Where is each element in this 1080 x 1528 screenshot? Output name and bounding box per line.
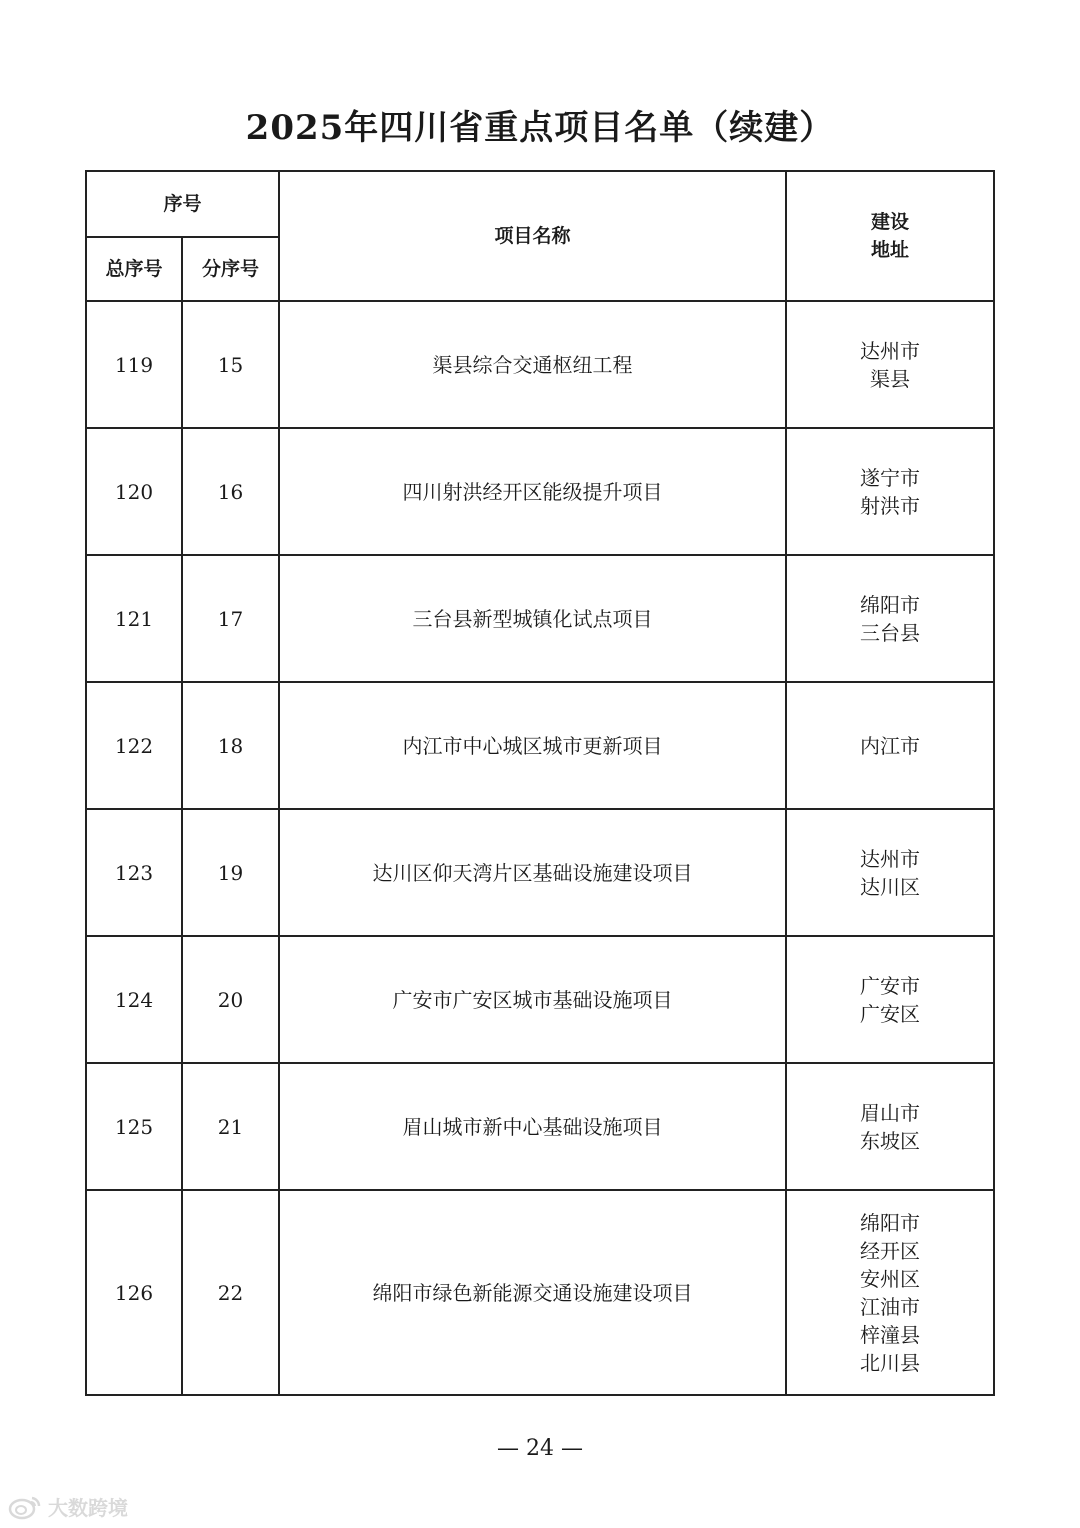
address-line: 达州市 [860,338,921,363]
cell-address [786,1063,994,1190]
watermark-text: 大数跨境 [48,1496,128,1520]
address-line: 东坡区 [860,1128,921,1153]
cell-project-name: 三台县新型城镇化试点项目 [279,555,786,682]
address-line: 三台县 [860,620,921,645]
cell-total-seq: 125 [86,1063,182,1190]
cell-project-name: 广安市广安区城市基础设施项目 [279,936,786,1063]
cell-project-name: 达川区仰天湾片区基础设施建设项目 [279,809,786,936]
address-line: 梓潼县 [860,1322,921,1347]
address-line: 广安区 [860,1001,921,1026]
cell-total-seq: 124 [86,936,182,1063]
weibo-logo-icon [8,1494,42,1520]
cell-sub-seq: 17 [182,555,279,682]
cell-total-seq: 126 [86,1190,182,1395]
header-seq-group: 序号 [86,171,279,237]
cell-sub-seq: 16 [182,428,279,555]
cell-project-name: 渠县综合交通枢纽工程 [279,301,786,428]
cell-total-seq: 119 [86,301,182,428]
address-line: 射洪市 [860,493,921,518]
cell-address [786,555,994,682]
address-line: 江油市 [860,1294,921,1319]
page-number: — 24 — [497,1436,583,1461]
page-title: 2025年四川省重点项目名单（续建） [245,108,835,148]
header-total-seq: 总序号 [86,237,182,301]
cell-sub-seq: 21 [182,1063,279,1190]
table-row [86,301,994,428]
cell-address [786,1190,994,1395]
address-line: 达州市 [860,846,921,871]
cell-project-name: 绵阳市绿色新能源交通设施建设项目 [279,1190,786,1395]
table-row [86,1190,994,1395]
cell-sub-seq: 19 [182,809,279,936]
cell-address [786,682,994,809]
cell-address [786,428,994,555]
cell-address [786,301,994,428]
header-project-name: 项目名称 [279,171,786,301]
cell-total-seq: 123 [86,809,182,936]
address-line: 广安市 [860,973,921,998]
address-line: 遂宁市 [860,465,921,490]
address-line: 经开区 [860,1238,921,1263]
cell-address [786,936,994,1063]
watermark [8,1492,128,1521]
header-address-line2: 地址 [871,239,910,261]
cell-project-name: 眉山城市新中心基础设施项目 [279,1063,786,1190]
cell-project-name: 四川射洪经开区能级提升项目 [279,428,786,555]
address-line: 安州区 [860,1266,921,1291]
address-line: 达川区 [860,874,921,899]
table-row [86,682,994,809]
table-row [86,555,994,682]
cell-address [786,809,994,936]
header-sub-seq: 分序号 [182,237,279,301]
header-address [786,171,994,301]
address-line: 绵阳市 [860,592,921,617]
address-line: 内江市 [860,733,921,758]
cell-project-name: 内江市中心城区城市更新项目 [279,682,786,809]
cell-sub-seq: 22 [182,1190,279,1395]
project-table [85,170,995,1396]
address-line: 渠县 [870,366,911,391]
cell-total-seq: 121 [86,555,182,682]
address-line: 北川县 [860,1350,921,1375]
address-line: 眉山市 [860,1100,921,1125]
cell-sub-seq: 20 [182,936,279,1063]
cell-total-seq: 122 [86,682,182,809]
cell-sub-seq: 15 [182,301,279,428]
cell-total-seq: 120 [86,428,182,555]
table-row [86,936,994,1063]
table-row [86,428,994,555]
cell-sub-seq: 18 [182,682,279,809]
address-line: 绵阳市 [860,1210,921,1235]
header-address-line1: 建设 [871,211,910,233]
table-row [86,1063,994,1190]
table-row [86,809,994,936]
